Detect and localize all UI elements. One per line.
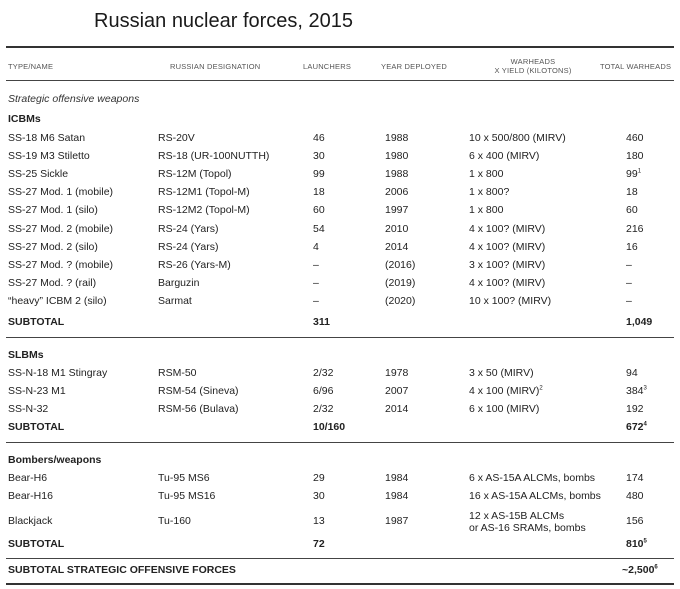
designation-cell: RS-20V xyxy=(158,132,195,144)
table-row xyxy=(0,150,680,168)
year-cell: 2014 xyxy=(385,403,409,415)
year-cell: (2019) xyxy=(385,276,416,289)
bombers-divider xyxy=(6,558,674,559)
type-name-cell: Blackjack xyxy=(8,515,53,527)
table-rule-bottom xyxy=(6,583,674,585)
type-name-cell: SS-27 Mod. 2 (silo) xyxy=(8,240,98,253)
warheads-value: 10 x 500/800 (MIRV) xyxy=(469,132,566,144)
designation-cell: Tu-160 xyxy=(158,515,191,527)
table-row xyxy=(0,223,680,241)
warheads-value: 1 x 800? xyxy=(469,186,510,199)
warheads-cell xyxy=(469,295,551,307)
table-row xyxy=(0,186,680,204)
designation-cell: RSM-50 xyxy=(158,367,197,379)
year-cell: 1984 xyxy=(385,472,409,484)
type-name-cell: SS-N-23 M1 xyxy=(8,385,66,397)
launchers-cell: – xyxy=(313,294,319,307)
total-warheads-cell: 174 xyxy=(626,472,644,484)
year-cell: (2016) xyxy=(385,258,416,271)
col-header-type: TYPE/NAME xyxy=(8,62,54,71)
col-header-total: TOTAL WARHEADS xyxy=(600,62,672,71)
year-cell: 1988 xyxy=(385,168,409,181)
total-warheads-value: 94 xyxy=(626,367,638,379)
designation-cell: RS-12M2 (Topol-M) xyxy=(158,204,250,217)
total-warheads-cell xyxy=(626,277,632,289)
total-warheads-value: 384 xyxy=(626,385,644,397)
warheads-value: 3 x 50 (MIRV) xyxy=(469,367,534,379)
designation-cell: Tu-95 MS6 xyxy=(158,472,210,484)
total-warheads-value: 192 xyxy=(626,403,644,415)
launchers-cell: 99 xyxy=(313,168,325,181)
launchers-cell: 18 xyxy=(313,186,325,199)
warheads-cell xyxy=(469,132,566,144)
footnote-marker: 1 xyxy=(637,168,642,175)
warheads-value: 6 x 400 (MIRV) xyxy=(469,150,540,163)
launchers-cell: 4 xyxy=(313,240,319,253)
launchers-cell: 13 xyxy=(313,515,325,527)
warheads-cell xyxy=(469,403,539,415)
total-warheads-cell xyxy=(626,132,644,144)
designation-cell: RS-12M (Topol) xyxy=(158,168,232,181)
total-warheads-cell xyxy=(626,186,638,198)
total-warheads-cell xyxy=(626,403,644,415)
type-name-cell: SS-18 M6 Satan xyxy=(8,132,86,144)
warheads-value: 6 x 100 (MIRV) xyxy=(469,403,540,415)
col-header-warheads-line1: WARHEADS xyxy=(510,57,556,66)
year-cell: 2010 xyxy=(385,222,409,235)
type-name-cell: Bear-H6 xyxy=(8,472,48,484)
grand-total-row xyxy=(0,564,680,582)
year-cell: 1980 xyxy=(385,150,409,163)
total-warheads-cell xyxy=(626,295,632,307)
header-rule-bottom xyxy=(6,80,674,81)
type-name-cell: SS-27 Mod. 1 (mobile) xyxy=(8,186,114,199)
bombers-subtotal-row xyxy=(0,538,680,556)
total-warheads-cell xyxy=(626,150,644,162)
table-row xyxy=(0,241,680,259)
type-name-cell: SS-N-18 M1 Stingray xyxy=(8,367,108,379)
page-title: Russian nuclear forces, 2015 xyxy=(94,10,354,32)
year-cell: 1984 xyxy=(385,490,409,502)
table-row xyxy=(0,385,680,403)
designation-cell: RSM-56 (Bulava) xyxy=(158,403,239,415)
launchers-cell: 54 xyxy=(313,222,325,235)
designation-cell: Tu-95 MS16 xyxy=(158,490,216,502)
category-label: Strategic offensive weapons xyxy=(8,93,140,105)
table-row xyxy=(0,490,680,508)
type-name-cell: SS-27 Mod. ? (mobile) xyxy=(8,258,114,271)
subtotal-launchers: 72 xyxy=(313,538,325,550)
total-warheads-value: 180 xyxy=(626,150,644,163)
total-warheads-cell xyxy=(626,367,638,379)
warheads-line1: 12 x AS-15B ALCMs xyxy=(469,510,565,522)
col-header-year: YEAR DEPLOYED xyxy=(381,62,447,71)
total-warheads-cell xyxy=(626,385,647,397)
total-warheads-cell: 156 xyxy=(626,515,644,527)
warheads-cell xyxy=(469,150,539,162)
table-row xyxy=(0,259,680,277)
warheads-cell xyxy=(469,186,509,198)
table-row xyxy=(0,367,680,385)
year-cell: 1987 xyxy=(385,515,409,527)
warheads-value: 3 x 100? (MIRV) xyxy=(469,258,546,271)
designation-cell: RS-24 (Yars) xyxy=(158,222,219,235)
subtotal-total xyxy=(626,538,647,550)
type-name-cell: SS-19 M3 Stiletto xyxy=(8,150,90,163)
warheads-value: 4 x 100? (MIRV) xyxy=(469,240,546,253)
col-header-launchers: LAUNCHERS xyxy=(303,62,352,71)
table-row xyxy=(0,295,680,313)
launchers-cell: 6/96 xyxy=(313,385,334,397)
launchers-cell: 29 xyxy=(313,472,325,484)
subtotal-launchers: 10/160 xyxy=(313,421,346,433)
designation-cell: RS-24 (Yars) xyxy=(158,240,219,253)
warheads-line1: 16 x AS-15A ALCMs, bombs xyxy=(469,490,601,502)
designation-cell: RS-12M1 (Topol-M) xyxy=(158,186,250,199)
header-rule-top xyxy=(6,46,674,48)
total-warheads-value: 460 xyxy=(626,132,644,144)
subtotal-label: SUBTOTAL xyxy=(8,316,65,328)
designation-cell: RS-26 (Yars-M) xyxy=(158,258,231,271)
total-warheads-value: 99 xyxy=(626,168,638,181)
year-cell: 2014 xyxy=(385,240,409,253)
warheads-cell xyxy=(469,168,503,180)
subtotal-launchers: 311 xyxy=(313,316,330,328)
section-heading-icbm: ICBMs xyxy=(8,113,41,125)
warheads-value: 4 x 100? (MIRV) xyxy=(469,276,546,289)
designation-cell: RS-18 (UR-100NUTTH) xyxy=(158,150,270,163)
launchers-cell: 30 xyxy=(313,150,325,163)
total-warheads-value: – xyxy=(626,294,632,307)
icbm-subtotal-row xyxy=(0,316,680,334)
warheads-cell xyxy=(469,204,503,216)
total-warheads-cell xyxy=(626,259,632,271)
warheads-value: 1 x 800 xyxy=(469,204,504,217)
type-name-cell: SS-25 Sickle xyxy=(8,168,69,181)
warheads-cell xyxy=(469,510,586,534)
total-warheads-cell: 480 xyxy=(626,490,644,502)
total-warheads-value: – xyxy=(626,258,632,271)
table-row xyxy=(0,403,680,421)
total-warheads-cell xyxy=(626,223,644,235)
footnote-marker: 3 xyxy=(643,385,647,392)
subtotal-total-value: 810 xyxy=(626,538,644,550)
grand-total-label: SUBTOTAL STRATEGIC OFFENSIVE FORCES xyxy=(8,564,236,576)
warheads-cell xyxy=(469,277,545,289)
year-cell: 2006 xyxy=(385,186,409,199)
total-warheads-cell xyxy=(626,204,638,216)
subtotal-label: SUBTOTAL xyxy=(8,421,65,433)
table-row xyxy=(0,510,680,536)
year-cell: 1997 xyxy=(385,204,409,217)
subtotal-total xyxy=(626,421,647,433)
warheads-value: 4 x 100? (MIRV) xyxy=(469,222,546,235)
launchers-cell: – xyxy=(313,258,319,271)
launchers-cell: 2/32 xyxy=(313,403,334,415)
type-name-cell: SS-27 Mod. 1 (silo) xyxy=(8,204,98,217)
subtotal-label: SUBTOTAL xyxy=(8,538,65,550)
warheads-cell xyxy=(469,367,534,379)
type-name-cell: Bear-H16 xyxy=(8,490,53,502)
year-cell: (2020) xyxy=(385,294,416,307)
warheads-line2: or AS-16 SRAMs, bombs xyxy=(469,522,586,534)
slbm-subtotal-row xyxy=(0,421,680,439)
type-name-cell: “heavy” ICBM 2 (silo) xyxy=(8,294,107,307)
warheads-value: 4 x 100 (MIRV) xyxy=(469,385,540,397)
total-warheads-value: 18 xyxy=(626,186,638,199)
footnote-marker: 2 xyxy=(539,385,543,392)
warheads-cell xyxy=(469,472,595,484)
year-cell: 2007 xyxy=(385,385,409,397)
col-header-warheads xyxy=(478,57,588,75)
subtotal-total-value: 672 xyxy=(626,421,644,433)
table-row xyxy=(0,132,680,150)
footnote-marker: 6 xyxy=(654,564,658,571)
launchers-cell: – xyxy=(313,276,319,289)
slbm-divider xyxy=(6,442,674,443)
year-cell: 1988 xyxy=(385,132,409,144)
launchers-cell: 60 xyxy=(313,204,325,217)
designation-cell: Barguzin xyxy=(158,276,200,289)
warheads-cell xyxy=(469,223,545,235)
grand-total-value xyxy=(622,564,658,576)
footnote-marker: 4 xyxy=(643,421,647,428)
icbm-divider xyxy=(6,337,674,338)
total-warheads-value: 216 xyxy=(626,222,644,235)
launchers-cell: 2/32 xyxy=(313,367,334,379)
warheads-value: 1 x 800 xyxy=(469,168,504,181)
total-warheads-value: – xyxy=(626,276,632,289)
total-warheads-cell xyxy=(626,241,638,253)
total-warheads-value: 16 xyxy=(626,240,638,253)
table-row xyxy=(0,472,680,490)
launchers-cell: 30 xyxy=(313,490,325,502)
warheads-cell xyxy=(469,259,545,271)
col-header-warheads-line2: X YIELD (KILOTONS) xyxy=(494,66,572,75)
warheads-value: 10 x 100? (MIRV) xyxy=(469,294,552,307)
warheads-cell xyxy=(469,490,601,502)
warheads-cell xyxy=(469,241,545,253)
footnote-marker: 5 xyxy=(643,538,647,545)
type-name-cell: SS-27 Mod. 2 (mobile) xyxy=(8,222,114,235)
year-cell: 1978 xyxy=(385,367,409,379)
grand-total-number: ~2,500 xyxy=(622,564,655,576)
type-name-cell: SS-N-32 xyxy=(8,403,49,415)
total-warheads-value: 60 xyxy=(626,204,638,217)
type-name-cell: SS-27 Mod. ? (rail) xyxy=(8,276,97,289)
warheads-cell xyxy=(469,385,543,397)
table-row xyxy=(0,168,680,186)
col-header-designation: RUSSIAN DESIGNATION xyxy=(170,62,261,71)
section-heading-slbm: SLBMs xyxy=(8,349,44,361)
designation-cell: RSM-54 (Sineva) xyxy=(158,385,239,397)
table-row xyxy=(0,204,680,222)
section-heading-bombers: Bombers/weapons xyxy=(8,454,102,466)
launchers-cell: 46 xyxy=(313,132,325,144)
designation-cell: Sarmat xyxy=(158,294,192,307)
subtotal-total: 1,049 xyxy=(626,316,653,328)
table-row xyxy=(0,277,680,295)
warheads-line1: 6 x AS-15A ALCMs, bombs xyxy=(469,472,596,484)
total-warheads-cell xyxy=(626,168,641,180)
